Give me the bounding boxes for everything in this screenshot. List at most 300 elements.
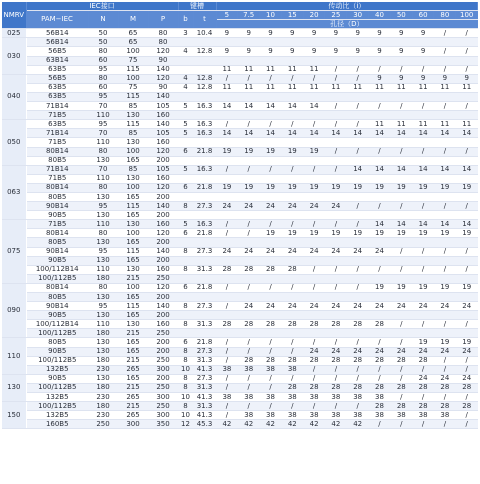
value-cell: 38 [369, 393, 391, 402]
table-row [2, 383, 478, 392]
value-cell: 42 [216, 420, 238, 429]
value-cell: / [347, 365, 369, 374]
value-cell [216, 156, 238, 165]
value-cell: 95 [88, 65, 118, 74]
value-cell [325, 156, 347, 165]
value-cell: 115 [118, 120, 148, 129]
value-cell [303, 156, 325, 165]
value-cell [390, 38, 412, 47]
value-cell: 28 [434, 402, 456, 411]
table-row [2, 174, 478, 183]
value-cell [412, 174, 434, 183]
value-cell: / [390, 102, 412, 111]
table-row [2, 274, 478, 283]
value-cell: 9 [369, 29, 391, 38]
value-cell [456, 92, 478, 101]
value-cell [216, 138, 238, 147]
value-cell: 28 [303, 320, 325, 329]
value-cell: / [325, 102, 347, 111]
pam-cell: 100/112B5 [26, 274, 88, 283]
value-cell [281, 211, 303, 220]
value-cell: 28 [216, 320, 238, 329]
value-cell [347, 293, 369, 302]
value-cell: 24 [412, 374, 434, 383]
value-cell [216, 329, 238, 338]
value-cell: 120 [148, 229, 178, 238]
value-cell [325, 192, 347, 201]
value-cell: 14 [434, 165, 456, 174]
value-cell: / [347, 374, 369, 383]
value-cell: 50 [88, 38, 118, 47]
value-cell: 165 [118, 338, 148, 347]
value-cell [369, 311, 391, 320]
table-row [2, 56, 478, 65]
value-cell: / [456, 365, 478, 374]
value-cell: 19 [238, 147, 260, 156]
table-row [2, 165, 478, 174]
value-cell [281, 192, 303, 201]
value-cell: 180 [88, 356, 118, 365]
value-cell [456, 38, 478, 47]
value-cell [238, 111, 260, 120]
value-cell: 115 [118, 247, 148, 256]
value-cell: 215 [118, 383, 148, 392]
table-row [2, 102, 478, 111]
value-cell: 165 [118, 156, 148, 165]
value-cell: / [390, 420, 412, 429]
p-header: P [148, 11, 178, 29]
value-cell [347, 256, 369, 265]
value-cell: 9 [456, 74, 478, 83]
value-cell: 24 [303, 302, 325, 311]
value-cell: 24 [412, 302, 434, 311]
value-cell [456, 311, 478, 320]
value-cell [456, 256, 478, 265]
value-cell: 9 [390, 29, 412, 38]
value-cell [281, 238, 303, 247]
value-cell: / [325, 220, 347, 229]
value-cell [281, 38, 303, 47]
value-cell: / [216, 411, 238, 420]
value-cell [303, 174, 325, 183]
value-cell: 105 [148, 165, 178, 174]
value-cell: 130 [118, 174, 148, 183]
value-cell [390, 238, 412, 247]
value-cell [412, 238, 434, 247]
value-cell [193, 56, 216, 65]
value-cell: 14 [434, 129, 456, 138]
value-cell: 42 [347, 420, 369, 429]
value-cell: / [216, 402, 238, 411]
value-cell [193, 92, 216, 101]
value-cell: 8 [178, 247, 193, 256]
value-cell: 24 [347, 347, 369, 356]
value-cell: 24 [325, 247, 347, 256]
value-cell: 9 [325, 29, 347, 38]
value-cell [434, 311, 456, 320]
value-cell: / [303, 402, 325, 411]
value-cell: 90 [148, 56, 178, 65]
ratio-header-7: 40 [369, 11, 391, 20]
value-cell: / [369, 338, 391, 347]
value-cell: 28 [325, 356, 347, 365]
value-cell [303, 311, 325, 320]
value-cell [456, 174, 478, 183]
value-cell: 215 [118, 274, 148, 283]
value-cell: / [412, 147, 434, 156]
value-cell: 10 [178, 393, 193, 402]
value-cell: / [216, 229, 238, 238]
pam-cell: 80B14 [26, 147, 88, 156]
value-cell: 19 [347, 183, 369, 192]
value-cell: 8 [178, 302, 193, 311]
value-cell: 24 [412, 347, 434, 356]
value-cell: 9 [412, 74, 434, 83]
value-cell: 42 [238, 420, 260, 429]
table-row [2, 120, 478, 129]
value-cell [347, 156, 369, 165]
value-cell: / [325, 147, 347, 156]
value-cell [178, 211, 193, 220]
value-cell [347, 111, 369, 120]
value-cell: / [281, 74, 303, 83]
value-cell: / [434, 365, 456, 374]
value-cell: / [456, 47, 478, 56]
table-header [2, 2, 478, 29]
value-cell: 28 [347, 320, 369, 329]
spec-table [2, 2, 478, 429]
value-cell [178, 311, 193, 320]
value-cell: 100 [118, 74, 148, 83]
value-cell [178, 92, 193, 101]
value-cell [303, 211, 325, 220]
value-cell: 28 [369, 383, 391, 392]
value-cell: 14 [412, 129, 434, 138]
value-cell [434, 138, 456, 147]
value-cell [281, 156, 303, 165]
value-cell: 265 [118, 411, 148, 420]
value-cell: 75 [118, 56, 148, 65]
value-cell [434, 211, 456, 220]
value-cell: 130 [88, 256, 118, 265]
value-cell: 38 [347, 393, 369, 402]
value-cell [216, 174, 238, 183]
value-cell: 19 [456, 229, 478, 238]
nmrv-header: NMRV [2, 2, 26, 29]
table-row [2, 374, 478, 383]
value-cell: / [238, 374, 260, 383]
value-cell: / [456, 29, 478, 38]
value-cell: 250 [148, 402, 178, 411]
value-cell: 130 [88, 192, 118, 201]
value-cell [260, 174, 282, 183]
value-cell [303, 111, 325, 120]
value-cell: 38 [303, 411, 325, 420]
value-cell: 11 [347, 83, 369, 92]
value-cell: 38 [216, 393, 238, 402]
value-cell: 100 [118, 47, 148, 56]
table-row [2, 65, 478, 74]
value-cell [178, 65, 193, 74]
value-cell: 11 [369, 120, 391, 129]
value-cell: / [390, 147, 412, 156]
value-cell: 100 [118, 283, 148, 292]
value-cell [303, 256, 325, 265]
value-cell: 6 [178, 283, 193, 292]
value-cell: 28 [281, 356, 303, 365]
value-cell: 6 [178, 183, 193, 192]
value-cell: 38 [281, 411, 303, 420]
ratio-header-2: 10 [260, 11, 282, 20]
value-cell: / [216, 383, 238, 392]
value-cell: 24 [281, 202, 303, 211]
value-cell [434, 156, 456, 165]
pam-cell: 80B5 [26, 156, 88, 165]
pam-cell: 132B5 [26, 393, 88, 402]
value-cell: / [412, 420, 434, 429]
value-cell: 165 [118, 347, 148, 356]
value-cell: 8 [178, 402, 193, 411]
table-row [2, 211, 478, 220]
value-cell: 9 [347, 47, 369, 56]
table-row [2, 156, 478, 165]
value-cell [238, 138, 260, 147]
value-cell: 28 [369, 320, 391, 329]
pam-cell: 90B5 [26, 347, 88, 356]
value-cell [281, 92, 303, 101]
value-cell: / [456, 247, 478, 256]
value-cell [369, 38, 391, 47]
value-cell [369, 174, 391, 183]
value-cell: / [456, 265, 478, 274]
value-cell: 12 [178, 420, 193, 429]
pam-cell: 160B5 [26, 420, 88, 429]
pam-cell: 90B5 [26, 211, 88, 220]
m-header: M [118, 11, 148, 29]
value-cell: 200 [148, 374, 178, 383]
value-cell [216, 211, 238, 220]
value-cell: 19 [434, 229, 456, 238]
value-cell: / [434, 320, 456, 329]
table-row [2, 47, 478, 56]
pam-cell: 90B5 [26, 311, 88, 320]
value-cell: / [347, 120, 369, 129]
table-row [2, 338, 478, 347]
value-cell [238, 311, 260, 320]
value-cell: / [434, 393, 456, 402]
value-cell: 28 [456, 402, 478, 411]
value-cell: 24 [434, 374, 456, 383]
value-cell: / [216, 283, 238, 292]
value-cell: / [216, 374, 238, 383]
value-cell: 9 [303, 47, 325, 56]
value-cell: 5 [178, 102, 193, 111]
value-cell: 8 [178, 202, 193, 211]
value-cell [238, 156, 260, 165]
value-cell: 200 [148, 338, 178, 347]
value-cell [369, 293, 391, 302]
value-cell: 38 [390, 411, 412, 420]
value-cell [434, 293, 456, 302]
value-cell: / [456, 202, 478, 211]
value-cell [178, 56, 193, 65]
value-cell: 42 [325, 420, 347, 429]
value-cell [260, 111, 282, 120]
table-row [2, 111, 478, 120]
value-cell: 19 [412, 283, 434, 292]
value-cell [281, 174, 303, 183]
value-cell [303, 56, 325, 65]
value-cell: 14 [303, 102, 325, 111]
value-cell [281, 311, 303, 320]
value-cell: / [303, 283, 325, 292]
value-cell: 215 [118, 402, 148, 411]
value-cell: 95 [88, 202, 118, 211]
value-cell: 38 [303, 393, 325, 402]
value-cell: 200 [148, 192, 178, 201]
value-cell: / [238, 120, 260, 129]
value-cell [347, 329, 369, 338]
value-cell: 9 [369, 47, 391, 56]
value-cell: 28 [325, 383, 347, 392]
value-cell [281, 329, 303, 338]
value-cell: 16.3 [193, 129, 216, 138]
value-cell: 9 [325, 47, 347, 56]
value-cell: 110 [88, 174, 118, 183]
value-cell [369, 329, 391, 338]
value-cell [369, 92, 391, 101]
value-cell: 28 [281, 383, 303, 392]
value-cell: 8 [178, 356, 193, 365]
value-cell: 28 [260, 356, 282, 365]
value-cell: / [434, 247, 456, 256]
value-cell: 14 [390, 129, 412, 138]
value-cell [369, 192, 391, 201]
pam-cell: 90B5 [26, 374, 88, 383]
value-cell: 21.8 [193, 147, 216, 156]
value-cell: 28 [260, 320, 282, 329]
value-cell [456, 111, 478, 120]
value-cell: 9 [216, 47, 238, 56]
value-cell: 42 [281, 420, 303, 429]
value-cell [390, 211, 412, 220]
value-cell: 24 [281, 247, 303, 256]
value-cell: 28 [281, 320, 303, 329]
value-cell: 21.8 [193, 338, 216, 347]
value-cell [369, 274, 391, 283]
value-cell [390, 92, 412, 101]
table-row [2, 420, 478, 429]
value-cell: 24 [238, 247, 260, 256]
value-cell: / [412, 202, 434, 211]
value-cell: / [216, 347, 238, 356]
value-cell: / [369, 365, 391, 374]
pam-cell: 90B14 [26, 302, 88, 311]
value-cell: 19 [347, 229, 369, 238]
value-cell [390, 138, 412, 147]
value-cell: / [347, 402, 369, 411]
ratio-header-6: 30 [347, 11, 369, 20]
value-cell: 6 [178, 229, 193, 238]
value-cell: / [216, 302, 238, 311]
value-cell: 24 [303, 247, 325, 256]
value-cell [347, 92, 369, 101]
table-row [2, 283, 478, 292]
value-cell: 230 [88, 411, 118, 420]
value-cell: 28 [369, 356, 391, 365]
value-cell [412, 111, 434, 120]
value-cell: 120 [148, 47, 178, 56]
value-cell [281, 111, 303, 120]
value-cell [347, 211, 369, 220]
value-cell: 180 [88, 329, 118, 338]
value-cell: / [303, 165, 325, 174]
value-cell: / [390, 320, 412, 329]
value-cell: 165 [118, 374, 148, 383]
value-cell: 38 [238, 393, 260, 402]
pam-cell: 80B14 [26, 229, 88, 238]
value-cell: / [303, 374, 325, 383]
value-cell: / [390, 374, 412, 383]
ratio-header-0: 5 [216, 11, 238, 20]
value-cell [369, 156, 391, 165]
value-cell: 28 [412, 356, 434, 365]
value-cell: 16.3 [193, 102, 216, 111]
value-cell: 11 [281, 83, 303, 92]
value-cell: 14 [369, 165, 391, 174]
value-cell [390, 311, 412, 320]
value-cell: 8 [178, 320, 193, 329]
value-cell: 95 [88, 120, 118, 129]
value-cell: 11 [412, 120, 434, 129]
value-cell: 27.3 [193, 374, 216, 383]
value-cell: / [369, 265, 391, 274]
value-cell: 8 [178, 374, 193, 383]
value-cell: / [325, 265, 347, 274]
value-cell: / [303, 365, 325, 374]
value-cell [456, 274, 478, 283]
value-cell [238, 56, 260, 65]
value-cell: 28 [390, 402, 412, 411]
value-cell [325, 56, 347, 65]
value-cell [325, 211, 347, 220]
value-cell: 28 [238, 320, 260, 329]
value-cell: / [369, 102, 391, 111]
value-cell: / [260, 120, 282, 129]
value-cell: 80 [88, 47, 118, 56]
value-cell: 19 [325, 183, 347, 192]
table-row [2, 265, 478, 274]
value-cell: / [238, 74, 260, 83]
value-cell: 11 [390, 83, 412, 92]
value-cell [412, 329, 434, 338]
table-row [2, 320, 478, 329]
value-cell: 19 [369, 229, 391, 238]
value-cell: / [347, 202, 369, 211]
value-cell [238, 293, 260, 302]
value-cell [412, 256, 434, 265]
value-cell [412, 192, 434, 201]
value-cell: / [412, 320, 434, 329]
value-cell: 4 [178, 83, 193, 92]
value-cell: 14 [347, 165, 369, 174]
table-row [2, 183, 478, 192]
value-cell: 14 [369, 220, 391, 229]
value-cell [303, 192, 325, 201]
value-cell [456, 56, 478, 65]
value-cell: / [281, 165, 303, 174]
value-cell: 24 [325, 347, 347, 356]
